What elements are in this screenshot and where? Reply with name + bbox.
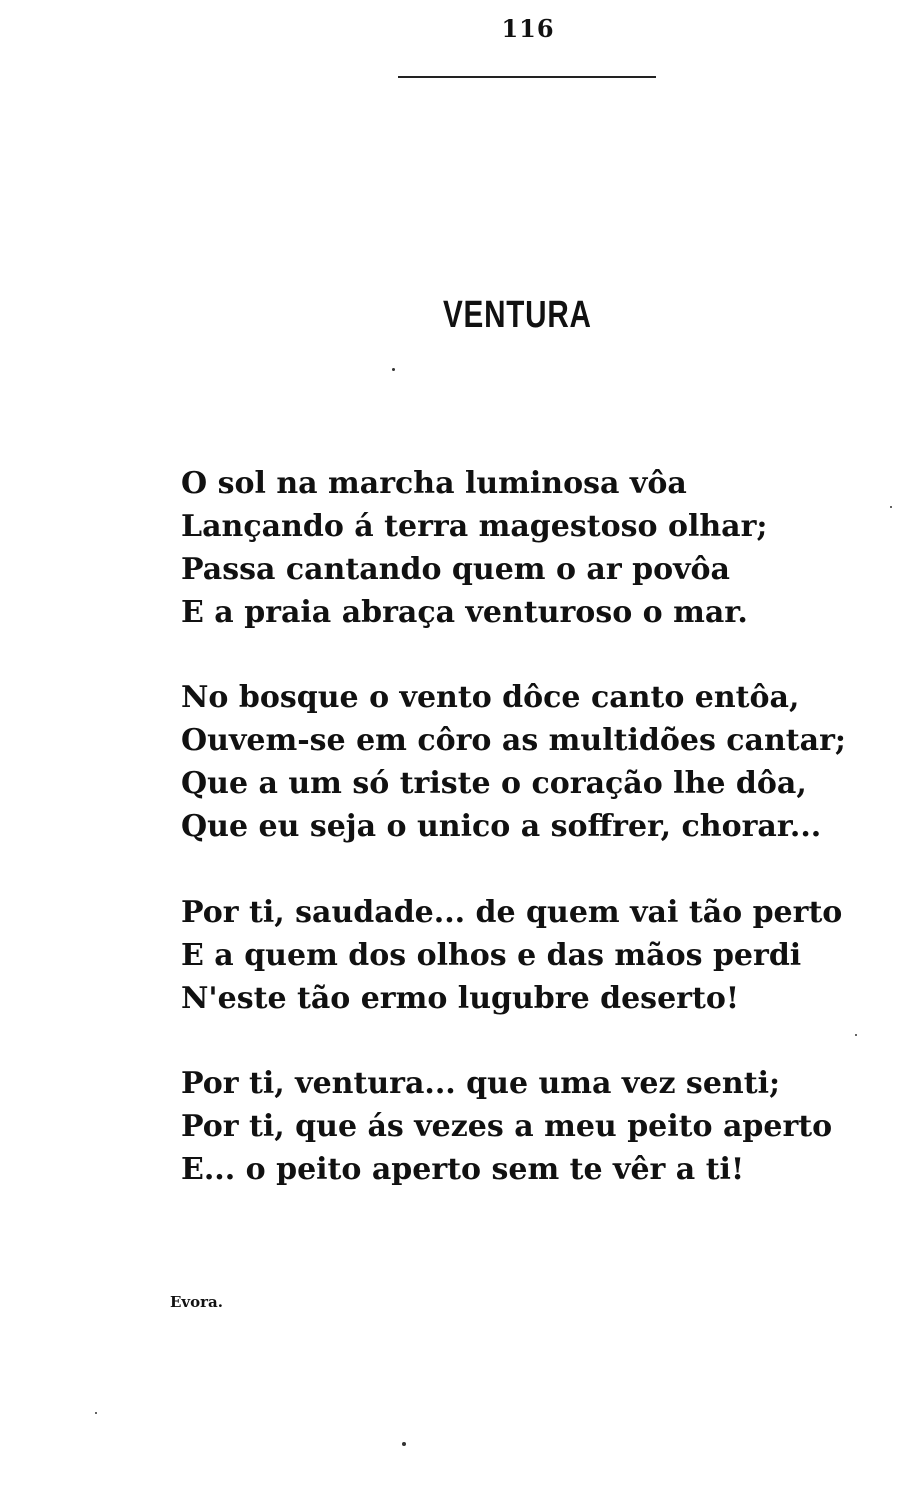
scan-speck bbox=[392, 368, 395, 371]
stanza-2 bbox=[181, 676, 846, 848]
verse-line: Por ti, que ás vezes a meu peito aperto bbox=[181, 1109, 833, 1144]
verse-line: Ouvem-se em côro as multidões cantar; bbox=[181, 723, 846, 758]
verse-line: O sol na marcha luminosa vôa bbox=[181, 466, 687, 501]
verse-line: Por ti, ventura... que uma vez senti; bbox=[181, 1066, 781, 1101]
page-number: 116 bbox=[501, 14, 555, 43]
verse-line: E... o peito aperto sem te vêr a ti! bbox=[181, 1152, 745, 1187]
scan-speck bbox=[855, 1034, 857, 1036]
stanza-4 bbox=[181, 1062, 832, 1191]
verse-line: Que a um só triste o coração lhe dôa, bbox=[181, 766, 807, 801]
verse-line: Lançando á terra magestoso olhar; bbox=[181, 509, 768, 544]
poem-title: VENTURA bbox=[443, 294, 592, 336]
verse-line: Passa cantando quem o ar povôa bbox=[181, 552, 730, 587]
verse-line: No bosque o vento dôce canto entôa, bbox=[181, 680, 800, 715]
verse-line: E a praia abraça venturoso o mar. bbox=[181, 595, 748, 630]
verse-line: Que eu seja o unico a soffrer, chorar... bbox=[181, 809, 822, 844]
stanza-3 bbox=[181, 891, 842, 1020]
header-rule bbox=[398, 76, 656, 78]
verse-line: N'este tão ermo lugubre deserto! bbox=[181, 981, 740, 1016]
stanza-1 bbox=[181, 462, 768, 634]
verse-line: E a quem dos olhos e das mãos perdi bbox=[181, 938, 802, 973]
place-signature: Evora. bbox=[170, 1293, 223, 1311]
verse-line: Por ti, saudade... de quem vai tão perto bbox=[181, 895, 843, 930]
scan-speck bbox=[95, 1412, 97, 1414]
scan-speck bbox=[890, 506, 892, 508]
scan-speck bbox=[402, 1442, 406, 1446]
